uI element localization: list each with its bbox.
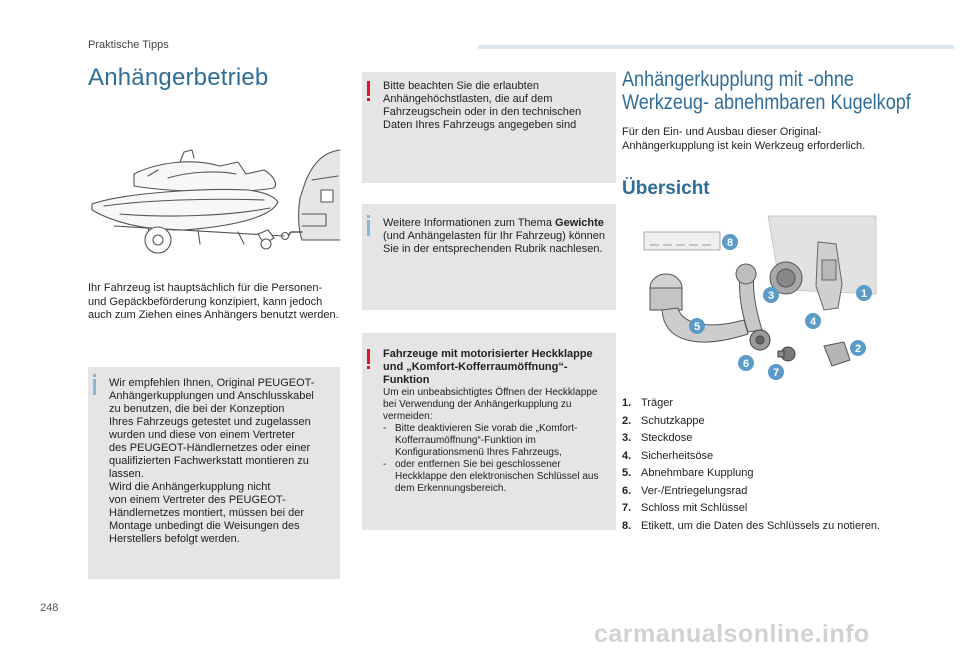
warning-tailgate-item: - oder entfernen Sie bei geschlossener Heckklappe den elektronischen Schlüssel aus dem Erkennungsbereich. [383, 459, 608, 495]
legend-number: 4. [622, 449, 632, 462]
warning-text-loads: Bitte beachten Sie die erlaubten Anhängehöchstlasten, die auf dem Fahrzeugschein oder in den technischen Daten Ihres Fahrzeugs angegeben sind [383, 80, 582, 131]
legend-text: Abnehmbare Kupplung [641, 467, 754, 479]
legend-item [622, 520, 882, 533]
callout-6-label: 6 [742, 358, 750, 370]
callout-4 [805, 313, 821, 329]
legend-item [622, 432, 882, 445]
legend-number: 2. [622, 414, 632, 427]
info-weights-bold: Gewichte [555, 217, 604, 229]
warning-tailgate-title: Fahrzeuge mit motorisierter Heckklappe und „Komfort-Kofferraumöffnung“-Funktion [383, 348, 593, 386]
warning-box-tailgate [362, 333, 616, 530]
legend-text: Schloss mit Schlüssel [641, 502, 748, 514]
callout-4-label: 4 [809, 316, 817, 328]
parts-legend [622, 397, 882, 537]
towbar-description: Für den Ein- und Ausbau dieser Original-Anhängerkupplung ist kein Werkzeug erforderlich. [622, 126, 866, 152]
legend-item [622, 415, 882, 428]
callout-1 [856, 285, 872, 301]
callout-2-label: 2 [854, 343, 862, 355]
legend-number: 7. [622, 502, 632, 514]
header-bar [478, 45, 954, 49]
callout-6 [738, 355, 754, 371]
callout-8-label: 8 [726, 237, 734, 249]
info-line: Wir empfehlen Ihnen, Original PEUGEOT- [109, 377, 315, 389]
info-line: Herstellers befolgt werden. [109, 533, 240, 545]
watermark: carmanualsonline.info [594, 620, 870, 648]
legend-number: 3. [622, 432, 632, 444]
info-line: Montage unbedingt die Weisungen des [109, 520, 300, 532]
legend-item [622, 450, 882, 463]
info-line: Anhängerkupplungen und Anschlusskabel [109, 390, 314, 402]
section-title-line: Werkzeug- abnehmbaren Kugelkopf [622, 91, 911, 114]
legend-text: Schutzkappe [641, 414, 705, 427]
warning-box-loads [362, 72, 616, 183]
legend-item [622, 502, 882, 515]
callout-1-label: 1 [860, 288, 868, 300]
callout-7 [768, 364, 784, 380]
intro-paragraph: Ihr Fahrzeug ist hauptsächlich für die Personen- und Gepäckbeförderung konzipiert, kann jedoch auch zum Ziehen eines Anhängers benutzt werden. [88, 282, 339, 321]
info-weights-pre: Weitere Informationen zum Thema [383, 217, 556, 229]
info-box-weights [362, 204, 616, 310]
info-marker-icon [367, 220, 370, 236]
legend-text: Träger [641, 397, 673, 409]
legend-text: Steckdose [641, 432, 693, 444]
info-text-weights [383, 217, 608, 256]
callout-5-label: 5 [693, 321, 701, 333]
warning-text-tailgate [383, 348, 608, 495]
trailer-illustration [88, 140, 342, 260]
section-title-line: Anhängerkupplung mit -ohne [622, 68, 854, 91]
section-title-towbar [622, 68, 911, 114]
legend-number: 1. [622, 397, 632, 409]
info-line: von einem Vertreter des PEUGEOT- [109, 494, 286, 506]
info-line: wurden und diese von einem Vertreter [109, 429, 295, 441]
warning-marker-icon [367, 349, 370, 364]
warning-tailgate-item: - Bitte deaktivieren Sie vorab die „Komfort-Kofferraumöffnung“-Funktion im Konfigurationsmenü Ihres Fahrzeugs, [383, 423, 608, 459]
info-line: qualifizierten Fachwerkstatt montieren zu [109, 455, 309, 467]
overview-heading: Übersicht [622, 178, 710, 199]
info-line: Händlernetzes montiert, müssen bei der [109, 507, 305, 519]
info-line: des PEUGEOT-Händlernetzes oder einer [109, 442, 311, 454]
info-marker-icon [93, 379, 96, 395]
info-line: zu benutzen, die bei der Konzeption [109, 403, 285, 415]
towbar-diagram [638, 214, 878, 384]
info-line: Wird die Anhängerkupplung nicht [109, 481, 271, 493]
callout-7-label: 7 [772, 367, 780, 379]
section-header: Praktische Tipps [88, 39, 169, 51]
callout-2 [850, 340, 866, 356]
page-number: 248 [40, 602, 59, 614]
legend-text: Sicherheitsöse [641, 449, 714, 462]
info-box-recommendation [88, 367, 340, 579]
warning-marker-icon [367, 81, 370, 96]
legend-item [622, 397, 882, 410]
legend-text: Etikett, um die Daten des Schlüssels zu notieren. [641, 519, 881, 532]
callout-3 [763, 287, 779, 303]
legend-number: 5. [622, 467, 632, 479]
callout-5 [689, 318, 705, 334]
legend-number: 8. [622, 519, 632, 532]
legend-item [622, 485, 882, 498]
legend-text: Ver-/Entriegelungsrad [641, 484, 748, 497]
info-weights-post: (und Anhängelasten für Ihr Fahrzeug) können Sie in der entsprechenden Rubrik nachlesen. [383, 230, 605, 255]
info-text [109, 377, 332, 546]
callout-3-label: 3 [767, 290, 775, 302]
warning-tailgate-body: Um ein unbeabsichtigtes Öffnen der Heckklappe bei Verwendung der Anhängerkupplung zu vermeiden: [383, 387, 598, 422]
info-line: lassen. [109, 468, 144, 480]
page-title: Anhängerbetrieb [88, 64, 269, 91]
legend-item [622, 467, 882, 480]
legend-number: 6. [622, 484, 632, 497]
callout-8 [722, 234, 738, 250]
info-line: Ihres Fahrzeugs getestet und zugelassen [109, 416, 311, 428]
